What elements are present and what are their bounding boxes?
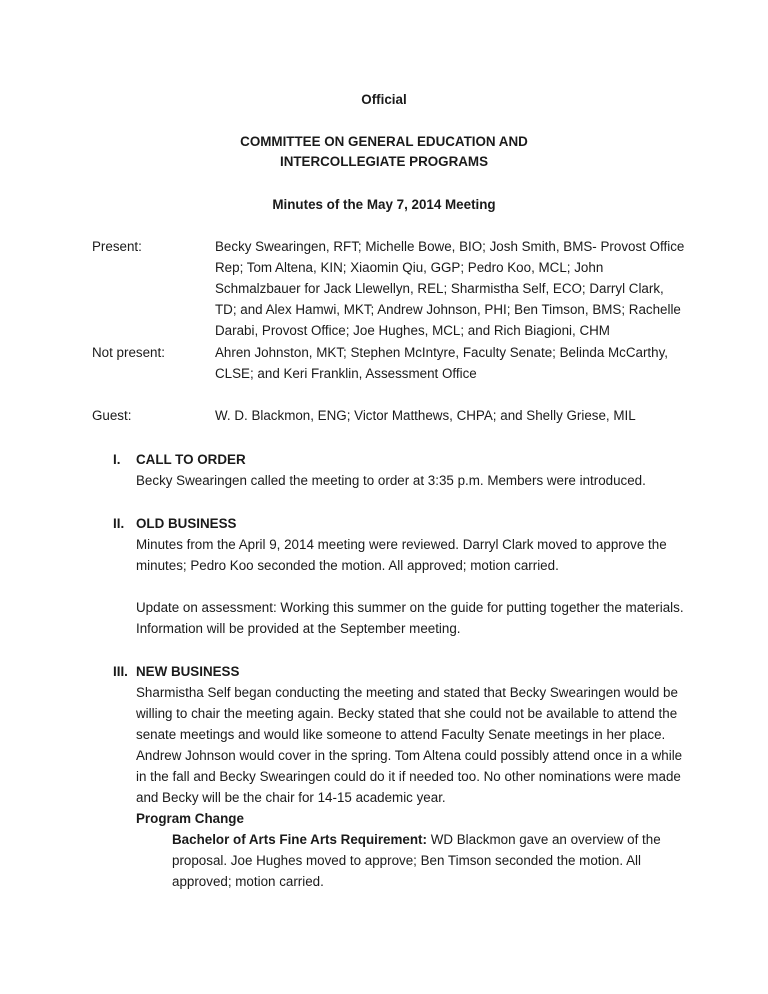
committee-title-line2: INTERCOLLEGIATE PROGRAMS — [279, 154, 489, 169]
present-list: Becky Swearingen, RFT; Michelle Bowe, BIO; Josh Smith, BMS- Provost Office Rep; Tom Altena, KIN; Xiaomin Qiu, GGP; Pedro Koo, MCL; John Schmalzbauer for Jack Llewellyn, REL; Sharmistha Self, ECO; Darryl Clark, TD; and Alex Hamwi, MKT; Andrew Johnson, PHI; Ben Timson, BMS; Rachelle Darabi, Provost Office; Joe Hughes, MCL; and Rich Biagioni, CHM — [215, 239, 685, 338]
official-label: Official — [361, 92, 407, 107]
section-new-business — [136, 661, 686, 808]
present-label: Present: — [92, 239, 142, 254]
item-title: Bachelor of Arts Fine Arts Requirement: — [172, 832, 427, 847]
section-call-to-order — [136, 449, 686, 491]
minutes-title: Minutes of the May 7, 2014 Meeting — [272, 197, 496, 212]
section-3-heading: NEW BUSINESS — [136, 664, 240, 679]
not-present-list: Ahren Johnston, MKT; Stephen McIntyre, Faculty Senate; Belinda McCarthy, CLSE; and Keri Franklin, Assessment Office — [215, 345, 669, 381]
section-1-heading: CALL TO ORDER — [136, 452, 246, 467]
item-body: WD Blackmon gave an overview of the proposal. Joe Hughes moved to approve; Ben Timson seconded the motion. All approved; motion carried. — [172, 832, 661, 889]
section-old-business — [136, 513, 686, 576]
assessment-update: Update on assessment: Working this summer on the guide for putting together the materials. Information will be provided at the September meeting. — [136, 600, 684, 636]
section-2-numeral: II. — [113, 516, 125, 531]
section-1-body: Becky Swearingen called the meeting to order at 3:35 p.m. Members were introduced. — [136, 473, 646, 488]
program-change-heading — [136, 808, 686, 829]
not-present-label: Not present: — [92, 345, 165, 360]
section-2-body: Minutes from the April 9, 2014 meeting were reviewed. Darryl Clark moved to approve the minutes; Pedro Koo seconded the motion. All approved; motion carried. — [136, 537, 667, 573]
section-1-numeral: I. — [113, 452, 121, 467]
section-3-numeral: III. — [113, 664, 128, 679]
section-2-heading: OLD BUSINESS — [136, 516, 237, 531]
section-3-body: Sharmistha Self began conducting the meeting and stated that Becky Swearingen would be willing to chair the meeting again. Becky stated that she could not be available to attend the senate meetings and would like someone to attend Faculty Senate meetings in her place. Andrew Johnson would cover in the spring. Tom Altena could possibly attend once in a while in the fall and Becky Swearingen could do it if needed too. No other nominations were made and Becky will be the chair for 14-15 academic year. — [136, 685, 683, 805]
guest-list: W. D. Blackmon, ENG; Victor Matthews, CHPA; and Shelly Griese, MIL — [215, 408, 636, 423]
program-change-label: Program Change — [136, 811, 244, 826]
committee-title-line1: COMMITTEE ON GENERAL EDUCATION AND — [240, 134, 528, 149]
program-change-item — [172, 829, 687, 892]
guest-label: Guest: — [92, 408, 132, 423]
